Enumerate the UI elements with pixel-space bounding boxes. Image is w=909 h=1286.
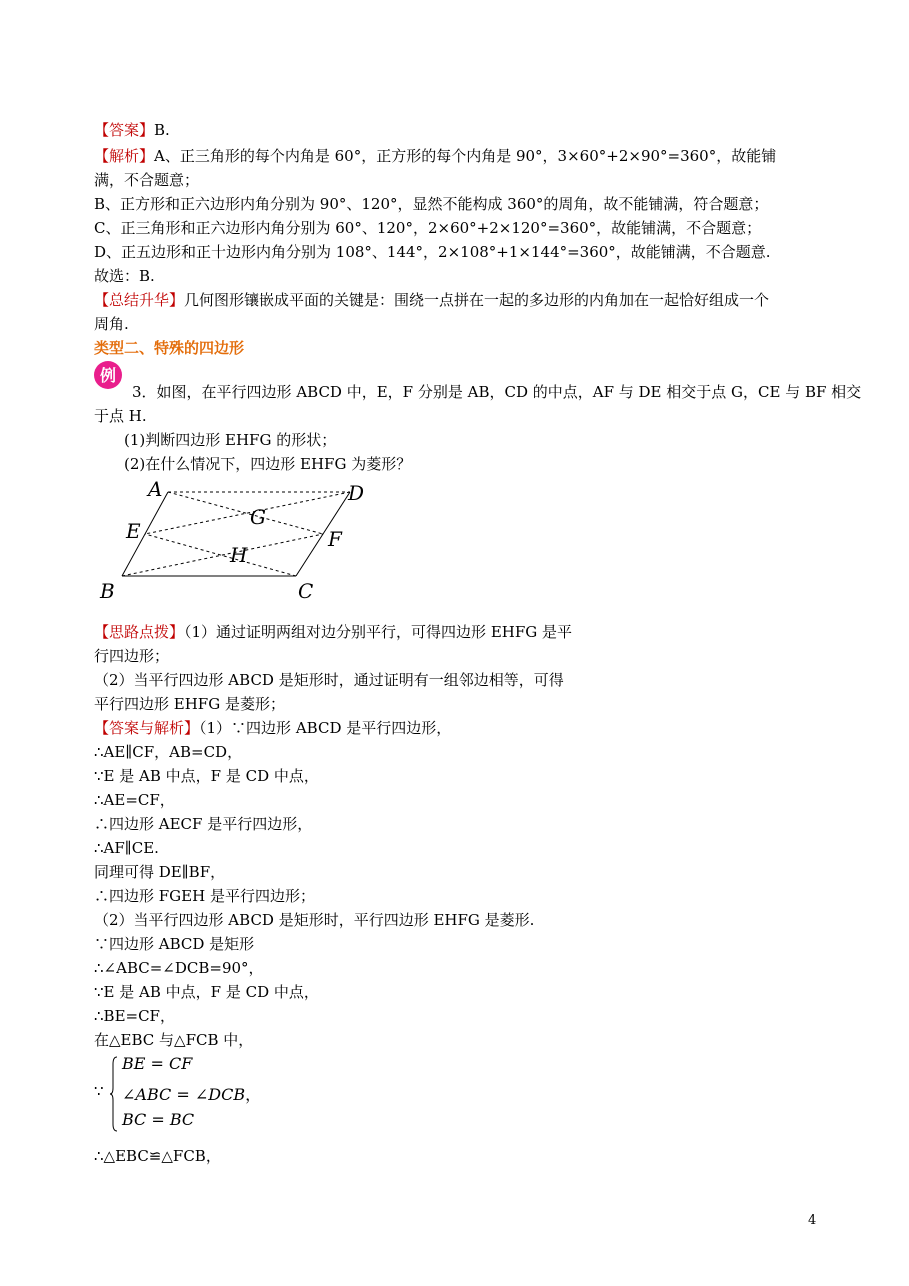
segment-bf [122, 534, 323, 576]
label-g: G [250, 505, 266, 529]
analysis-text: A、正三角形的每个内角是 60°，正方形的每个内角是 90°，3×60°+2×90°=360°，故能铺 [154, 147, 777, 165]
solution-line: ∴BE=CF， [94, 1007, 175, 1025]
label-b: B [100, 579, 115, 603]
answer-line [94, 120, 170, 140]
text-line: D、正五边形和正十边形内角分别为 108°、144°，2×108°+1×144°=360°，故能铺满，不合题意. [94, 243, 771, 261]
solution-line [94, 718, 451, 738]
summary-text: 几何图形镶嵌成平面的关键是：围绕一点拼在一起的多边形的内角加在一起恰好组成一个 [184, 291, 770, 309]
left-brace-icon [110, 1056, 118, 1132]
solution-last-line: ∴△EBC≌△FCB， [94, 1147, 221, 1165]
text-line: 满，不合题意； [94, 171, 200, 189]
segment-de [145, 492, 350, 534]
hint-line: 行四边形； [94, 647, 170, 665]
equation-2-text: ∠ABC = ∠DCB [122, 1085, 246, 1104]
hint-tag: 【思路点拨】 [94, 623, 185, 641]
example-badge-label: 例 [99, 366, 117, 385]
question-1: (1)判断四边形 EHFG 的形状； [124, 431, 337, 449]
solution-line: ∴AE=CF， [94, 791, 175, 809]
solution-tag: 【答案与解析】 [94, 719, 200, 737]
solution-line: ∵四边形 ABCD 是矩形 [94, 935, 255, 953]
text-line: C、正三角形和正六边形内角分别为 60°、120°，2×60°+2×120°=360°，故能铺满，不合题意； [94, 219, 762, 237]
congruence-system [94, 1052, 294, 1134]
equation-3: BC = BC [122, 1110, 195, 1129]
label-d: D [348, 481, 365, 505]
solution-line: ∵E 是 AB 中点，F 是 CD 中点， [94, 767, 319, 785]
label-f: F [328, 527, 342, 551]
question-2: (2)在什么情况下，四边形 EHFG 为菱形？ [124, 455, 412, 473]
answer-tag: 【答案】 [94, 121, 155, 139]
solution-line: 同理可得 DE∥BF， [94, 863, 226, 881]
solution-line: ∴AE∥CF，AB=CD， [94, 743, 243, 761]
summary-line [94, 290, 769, 310]
text-line: 周角. [94, 315, 129, 333]
section-heading: 类型二、特殊的四边形 [94, 339, 245, 357]
problem-line: 3．如图，在平行四边形 ABCD 中，E，F 分别是 AB，CD 的中点，AF 与 DE 相交于点 G，CE 与 BF 相交 [132, 383, 862, 401]
label-c: C [298, 579, 314, 603]
text-line: 故选：B. [94, 267, 155, 285]
hint-line: （2）当平行四边形 ABCD 是矩形时，通过证明有一组邻边相等，可得 [94, 671, 564, 689]
text-line: B、正方形和正六边形内角分别为 90°、120°，显然不能构成 360°的周角，故不能铺满，符合题意； [94, 195, 769, 213]
because-symbol: ∵ [94, 1082, 104, 1100]
solution-line: ∴四边形 FGEH 是平行四边形； [94, 887, 315, 905]
problem-line: 于点 H. [94, 407, 147, 425]
solution-line: ∴AF∥CE. [94, 839, 159, 857]
parallelogram-figure [94, 478, 384, 606]
hint-line: 平行四边形 EHFG 是菱形； [94, 695, 285, 713]
label-a: A [148, 478, 163, 501]
solution-first: （1）∵四边形 ABCD 是平行四边形， [199, 719, 452, 737]
hint-text: （1）通过证明两组对边分别平行，可得四边形 EHFG 是平 [184, 623, 573, 641]
label-e: E [126, 519, 141, 543]
solution-line: ∴四边形 AECF 是平行四边形， [94, 815, 313, 833]
analysis-tag: 【解析】 [94, 147, 155, 165]
solution-line: 在△EBC 与△FCB 中， [94, 1031, 254, 1049]
page-number: 4 [808, 1213, 817, 1228]
hint-line [94, 622, 572, 642]
equation-2-suffix: ， [245, 1085, 262, 1104]
analysis-line [94, 146, 776, 166]
answer-text: B. [154, 121, 170, 139]
solution-line: ∵E 是 AB 中点，F 是 CD 中点， [94, 983, 319, 1001]
solution-line: ∴∠ABC=∠DCB=90°， [94, 959, 264, 977]
segment-af [168, 492, 323, 534]
example-badge-icon [93, 360, 123, 390]
summary-tag: 【总结升华】 [94, 291, 185, 309]
equation-1: BE = CF [122, 1054, 193, 1073]
solution-line: （2）当平行四边形 ABCD 是矩形时，平行四边形 EHFG 是菱形. [94, 911, 535, 929]
label-h: H [230, 543, 248, 567]
segment-ce [145, 534, 296, 576]
equation-2 [122, 1082, 261, 1105]
